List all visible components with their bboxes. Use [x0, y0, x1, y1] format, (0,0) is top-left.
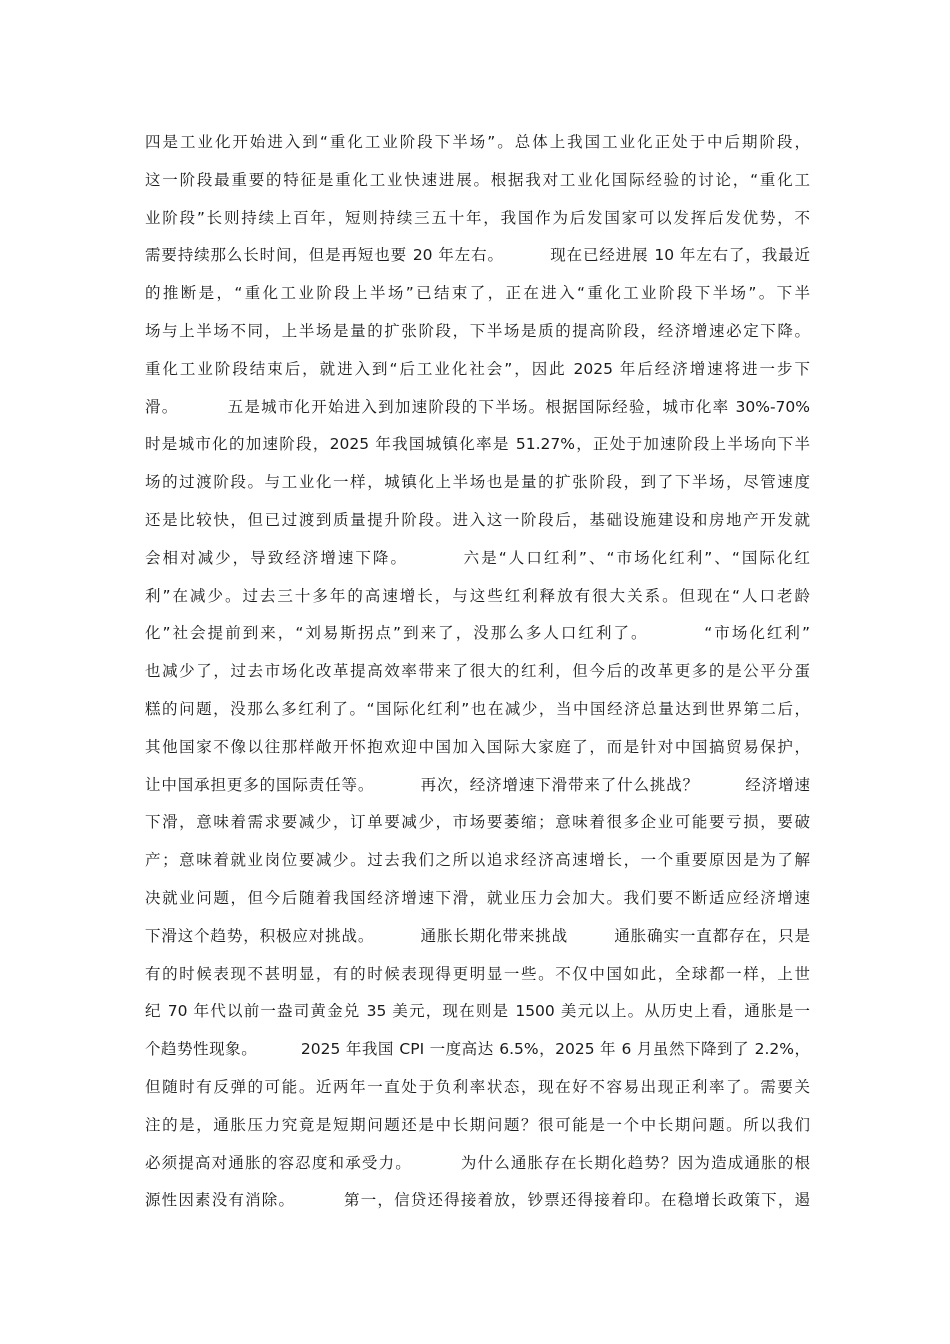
text-line: 有的时候表现不甚明显，有的时候表现得更明显一些。不仅中国如此，全球都一样，上世 [145, 964, 810, 983]
text-line: 但随时有反弹的可能。近两年一直处于负利率状态，现在好不容易出现正利率了。需要关 [145, 1077, 810, 1096]
text-line: 还是比较快，但已过渡到质量提升阶段。进入这一阶段后，基础设施建设和房地产开发就 [145, 510, 810, 529]
text-line: 利”在减少。过去三十多年的高速增长，与这些红利释放有很大关系。但现在“人口老龄 [145, 586, 810, 605]
text-line: 滑。 五是城市化开始进入到加速阶段的下半场。根据国际经验，城市化率 30%-70% [145, 397, 810, 416]
body-text [145, 124, 810, 1220]
text-line: 个趋势性现象。 2025 年我国 CPI 一度高达 6.5%，2025 年 6 月虽然下降到了 2.2%， [145, 1040, 810, 1059]
text-line: 的推断是，“重化工业阶段上半场”已结束了，正在进入“重化工业阶段下半场”。下半 [145, 284, 810, 303]
text-line: 产；意味着就业岗位要减少。过去我们之所以追求经济高速增长，一个重要原因是为了解 [145, 851, 810, 870]
text-line: 注的是，通胀压力究竟是短期问题还是中长期问题？很可能是一个中长期问题。所以我们 [145, 1115, 810, 1134]
text-line: 也减少了，过去市场化改革提高效率带来了很大的红利，但今后的改革更多的是公平分蛋 [145, 662, 810, 681]
text-line: 时是城市化的加速阶段，2025 年我国城镇化率是 51.27%，正处于加速阶段上半场向下半 [145, 435, 810, 454]
text-line: 必须提高对通胀的容忍度和承受力。 为什么通胀存在长期化趋势？因为造成通胀的根 [145, 1153, 810, 1172]
text-line: 化”社会提前到来，“刘易斯拐点”到来了，没那么多人口红利了。 “市场化红利” [145, 624, 810, 643]
text-line: 让中国承担更多的国际责任等。 再次，经济增速下滑带来了什么挑战？ 经济增速 [145, 775, 810, 794]
text-line: 会相对减少，导致经济增速下降。 六是“人口红利”、“市场化红利”、“国际化红 [145, 548, 810, 567]
text-line: 重化工业阶段结束后，就进入到“后工业化社会”，因此 2025 年后经济增速将进一步下 [145, 359, 810, 378]
text-line: 纪 70 年代以前一盎司黄金兑 35 美元，现在则是 1500 美元以上。从历史上看，通胀是一 [145, 1002, 810, 1021]
text-line: 场的过渡阶段。与工业化一样，城镇化上半场也是量的扩张阶段，到了下半场，尽管速度 [145, 473, 810, 492]
text-line: 需要持续那么长时间，但是再短也要 20 年左右。 现在已经进展 10 年左右了，我最近 [145, 246, 810, 265]
text-line: 这一阶段最重要的特征是重化工业快速进展。根据我对工业化国际经验的讨论，“重化工 [145, 170, 810, 189]
text-line: 源性因素没有消除。 第一，信贷还得接着放，钞票还得接着印。在稳增长政策下，遏 [145, 1191, 810, 1210]
text-line: 决就业问题，但今后随着我国经济增速下滑，就业压力会加大。我们要不断适应经济增速 [145, 888, 810, 907]
text-line: 其他国家不像以往那样敞开怀抱欢迎中国加入国际大家庭了，而是针对中国搞贸易保护， [145, 737, 810, 756]
text-line: 糕的问题，没那么多红利了。“国际化红利”也在减少，当中国经济总量达到世界第二后， [145, 699, 810, 718]
text-line: 下滑这个趋势，积极应对挑战。 通胀长期化带来挑战 通胀确实一直都存在，只是 [145, 926, 810, 945]
text-line: 业阶段”长则持续上百年，短则持续三五十年，我国作为后发国家可以发挥后发优势，不 [145, 208, 810, 227]
text-line: 下滑，意味着需求要减少，订单要减少，市场要萎缩；意味着很多企业可能要亏损，要破 [145, 813, 810, 832]
text-line: 四是工业化开始进入到“重化工业阶段下半场”。总体上我国工业化正处于中后期阶段， [145, 133, 810, 151]
text-line: 场与上半场不同，上半场是量的扩张阶段，下半场是质的提高阶段，经济增速必定下降。 [145, 321, 810, 340]
